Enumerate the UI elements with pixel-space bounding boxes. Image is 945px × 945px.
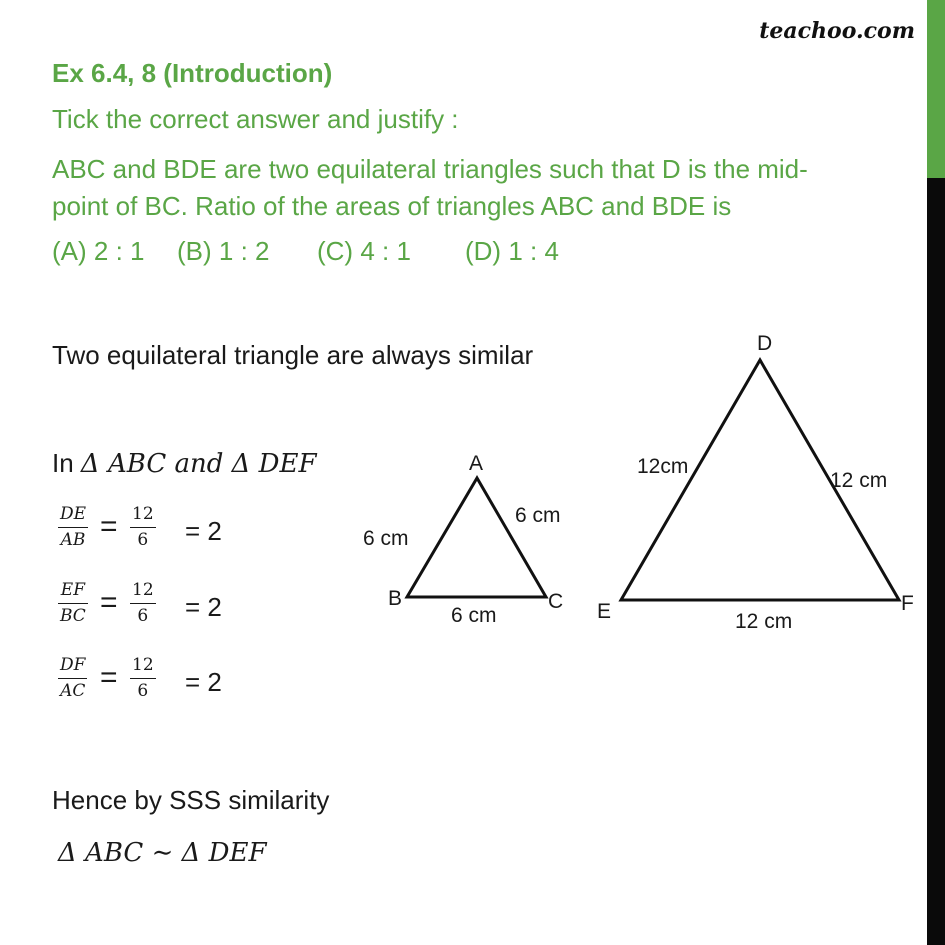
side-ef-label: 12 cm: [735, 610, 793, 633]
option-a[interactable]: (A) 2 : 1: [52, 236, 145, 266]
question-title: Ex 6.4, 8 (Introduction): [52, 58, 333, 88]
side-ab-label: 6 cm: [363, 527, 409, 550]
vertex-c-label: C: [548, 590, 564, 613]
side-df-label: 12 cm: [830, 469, 888, 492]
vertex-d-label: D: [757, 332, 773, 355]
side-ac-label: 6 cm: [515, 504, 561, 527]
triangle-abc-shape: [407, 478, 546, 597]
ratio-1-numerator: DE: [60, 504, 87, 524]
vertex-f-label: F: [901, 592, 914, 615]
ratio-2-value-denominator: 6: [137, 606, 149, 626]
ratio-2-result: = 2: [185, 592, 222, 622]
in-prefix: In: [52, 448, 81, 478]
ratio-1-result: = 2: [185, 516, 222, 546]
ratio-3-value-numerator: 12: [132, 655, 154, 675]
ratio-3-equals: =: [100, 661, 118, 694]
hence-text: Hence by SSS similarity: [52, 785, 330, 815]
ratio-2-denominator: BC: [60, 606, 86, 626]
vertex-a-label: A: [469, 452, 484, 475]
ratio-3-denominator: AC: [60, 681, 86, 701]
ratio-3-value-denominator: 6: [137, 681, 149, 701]
question-text-line-1: ABC and BDE are two equilateral triangles such that D is the mid-: [52, 154, 808, 184]
ratio-3-result: = 2: [185, 667, 222, 697]
ratio-1-denominator: AB: [60, 530, 86, 550]
ratio-1-equals: =: [100, 510, 118, 543]
ratio-1-value-denominator: 6: [137, 530, 149, 550]
option-c[interactable]: (C) 4 : 1: [317, 236, 411, 266]
triangle-def: [597, 332, 914, 633]
similarity-statement: Two equilateral triangle are always similar: [52, 340, 534, 370]
in-triangles-math: Δ ABC and Δ DEF: [80, 449, 317, 479]
side-bc-label: 6 cm: [451, 604, 497, 627]
option-b[interactable]: (B) 1 : 2: [177, 236, 270, 266]
vertex-b-label: B: [388, 587, 403, 610]
ratio-1-value-numerator: 12: [132, 504, 154, 524]
option-d[interactable]: (D) 1 : 4: [465, 236, 559, 266]
question-instruction: Tick the correct answer and justify :: [52, 104, 459, 134]
ratio-2-value-numerator: 12: [132, 580, 154, 600]
vertex-e-label: E: [597, 600, 612, 623]
question-text-line-2: point of BC. Ratio of the areas of triangles ABC and BDE is: [52, 191, 732, 221]
ratio-2-equals: =: [100, 586, 118, 619]
conclusion-math: Δ ABC ∼ Δ DEF: [58, 838, 267, 868]
triangle-abc: [363, 452, 563, 627]
ratio-3-numerator: DF: [60, 655, 86, 675]
teachoo-logo[interactable]: teachoo.com: [759, 18, 915, 44]
side-de-label: 12cm: [637, 455, 689, 478]
ratio-2-numerator: EF: [60, 580, 86, 600]
